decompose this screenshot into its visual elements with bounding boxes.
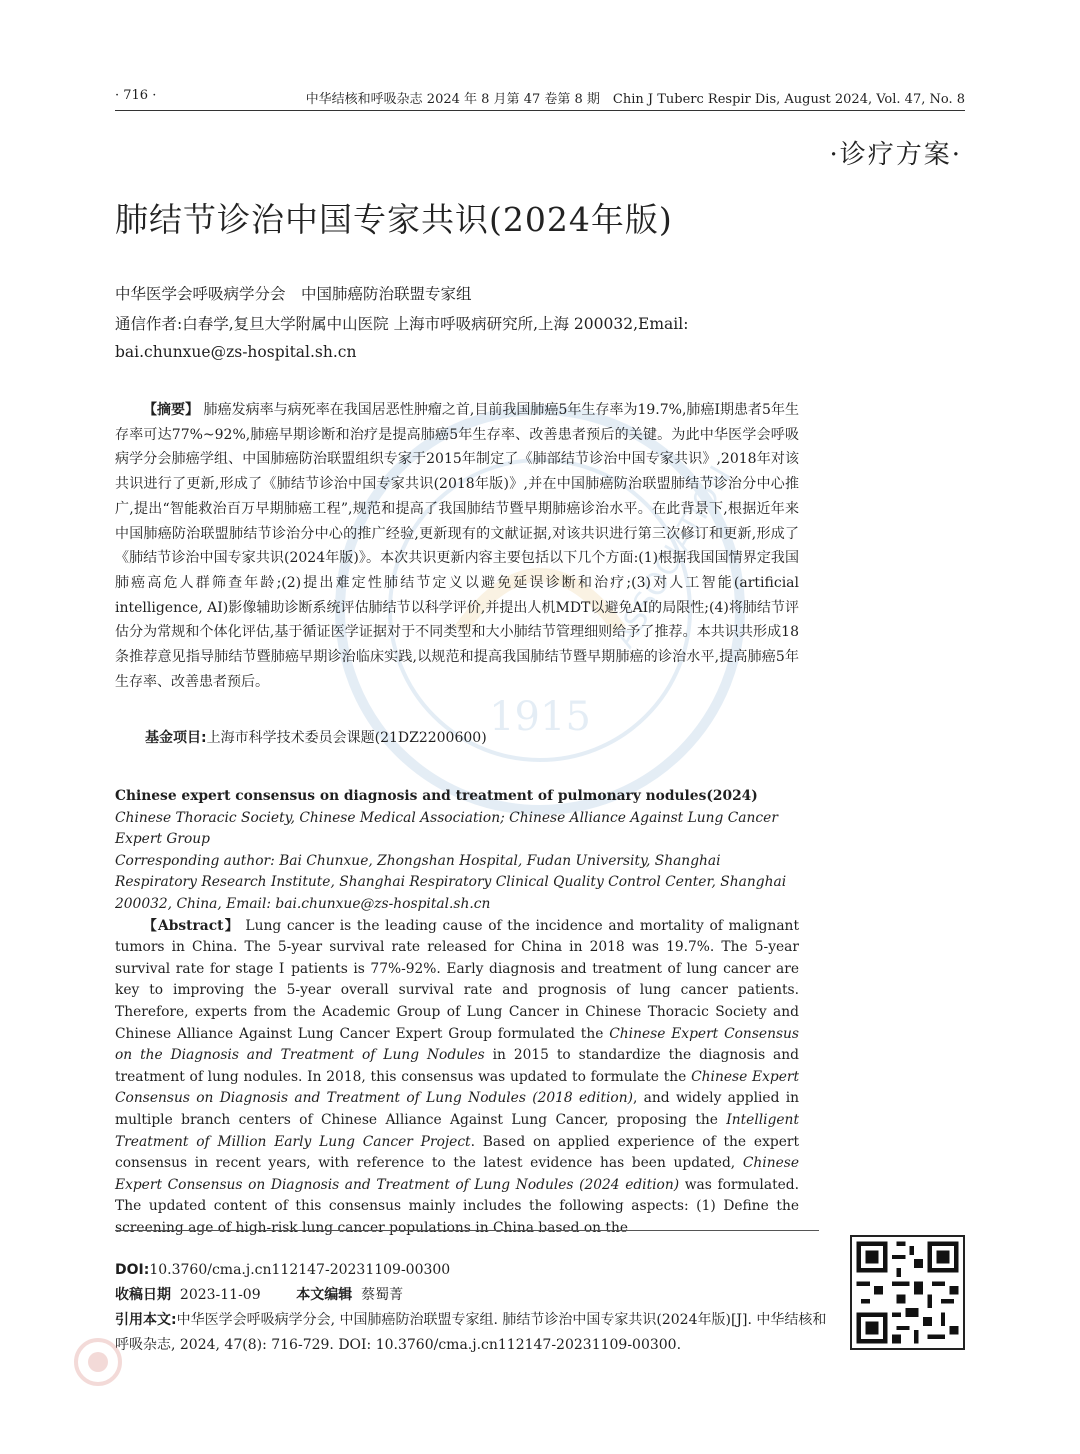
abstract-italic-title: Chinese Expert Consensus on Diagnosis and Treatment of Lung Nodules (2018 edition) xyxy=(115,1068,799,1107)
running-header xyxy=(115,88,965,111)
abstract-text-part: , and widely applied in multiple branch centers of Chinese Alliance Against Lung Cancer, proposing the xyxy=(115,1090,800,1128)
fund-label-cn: 基金项目: xyxy=(145,730,207,746)
abstract-label-cn: 【摘要】 xyxy=(143,402,200,418)
journal-citation-line: 中华结核和呼吸杂志 2024 年 8 月第 47 卷第 8 期 Chin J Tuberc Respir Dis, August 2024, Vol. 47, No. 8 xyxy=(305,92,965,107)
english-abstract-label: 【Abstract】 xyxy=(143,917,240,934)
received-date: 2023-11-09 xyxy=(179,1287,261,1303)
svg-text:1915: 1915 xyxy=(489,694,591,740)
received-label: 收稿日期 xyxy=(115,1287,171,1303)
abstract-text-part: in 2015 to standardize the diagnosis and treatment of lung nodules. In 2018, this consensus was updated to formulate the xyxy=(115,1047,799,1085)
citation-label: 引用本文: xyxy=(115,1312,177,1328)
abstract-cn xyxy=(115,398,799,694)
fund-text-cn: 上海市科学技术委员会课题(21DZ2200600) xyxy=(206,730,487,746)
svg-text:ASSOCIATION: ASSOCIATION xyxy=(606,460,739,654)
abstract-text-part: was formulated. The updated content of this consensus mainly includes the following aspects: (1) Define the screening age of high-risk lung cancer populations in China based on the xyxy=(115,1176,799,1236)
column-label: ·诊疗方案· xyxy=(829,140,962,170)
authors-cn: 中华医学会呼吸病学分会 中国肺癌防治联盟专家组 xyxy=(115,285,472,303)
english-abstract xyxy=(115,916,799,1240)
english-section xyxy=(115,786,799,1239)
abstract-italic-title: Chinese Expert Consensus on the Diagnosis and Treatment of Lung Nodules xyxy=(115,1025,799,1064)
doi-line xyxy=(115,1258,835,1283)
page-number: · 716 · xyxy=(115,88,157,103)
english-corresponding: Corresponding author: Bai Chunxue, Zhongshan Hospital, Fudan University, Shanghai Respiratory Research Institute, Shanghai Respiratory Clinical Quality Control Center, Shanghai 200032, China, Email: bai.chunxue@zs-hospital.sh.cn xyxy=(115,852,787,912)
publisher-logo xyxy=(72,1336,492,1388)
doi-label: DOI: xyxy=(115,1262,150,1278)
article-title: 肺结节诊治中国专家共识(2024年版) xyxy=(115,200,673,239)
editor-name: 蔡蜀菁 xyxy=(361,1287,404,1303)
abstract-text-cn: 肺癌发病率与病死率在我国居恶性肿瘤之首,目前我国肺癌5年生存率为19.7%,肺癌Ⅰ期患者5年生存率可达77%~92%,肺癌早期诊断和治疗是提高肺癌5年生存率、改善患者预后的关键。为此中华医学会呼吸病学分会肺癌学组、中国肺癌防治联盟组织专家于2015年制定了《肺部结节诊治中国专家共识》,2018年对该共识进行了更新,形成了《肺结节诊治中国专家共识(2018年版)》,并在中国肺癌防治联盟肺结节诊治分中心推广,提出“智能救治百万早期肺癌工程”,规范和提高了我国肺结节暨早期肺癌诊治水平。在此背景下,根据近年来中国肺癌防治联盟肺结节诊治分中心的推广经验,更新现有的文献证据,对该共识进行第三次修订和更新,形成了《肺结节诊治中国专家共识(2024年版)》。本次共识更新内容主要包括以下几个方面:(1)根据我国国情界定我国肺癌高危人群筛查年龄;(2)提出难定性肺结节定义以避免延误诊断和治疗;(3)对人工智能(artificial intelligence, AI)影像辅助诊断系统评估肺结节以科学评价,并提出人机MDT以避免AI的局限性;(4)将肺结节评估分为常规和个体化评估,基于循证医学证据对于不同类型和大小肺结节管理细则给予了推荐。本共识共形成18条推荐意见指导肺结节暨肺癌早期诊治临床实践,以规范和提高我国肺结节暨早期肺癌的诊治水平,提高肺癌5年生存率、改善患者预后。 xyxy=(115,402,800,690)
english-title: Chinese expert consensus on diagnosis and treatment of pulmonary nodules(2024) xyxy=(115,788,758,804)
corresponding-author-cn: 通信作者:白春学,复旦大学附属中山医院 上海市呼吸病研究所,上海 200032,Email: bai.chunxue@zs-hospital.sh.cn xyxy=(115,315,689,361)
abstract-italic-title: Intelligent Treatment of Million Early Lung Cancer Project xyxy=(115,1111,799,1150)
received-line xyxy=(115,1283,835,1308)
abstract-text-part: . Based on applied experience of the expert consensus in recent years, with reference to the latest evidence has been updated, xyxy=(115,1133,799,1172)
abstract-text-part: Lung cancer is the leading cause of the incidence and mortality of malignant tumors in China. The 5-year survival rate released for China in 2018 was 19.7%. The 5-year survival rate for stage Ⅰ patients is 77%-92%. Early diagnosis and treatment of lung cancer are key to improving the 5-year overall survival rate and prognosis of lung cancer patients. Therefore, experts from the Academic Group of Lung Cancer in Chinese Thoracic Society and Chinese Alliance Against Lung Cancer Expert Group formulated the xyxy=(115,917,799,1042)
doi-value[interactable]: 10.3760/cma.j.cn112147-20231109-00300 xyxy=(149,1262,451,1278)
english-authors: Chinese Thoracic Society, Chinese Medical Association; Chinese Alliance Against Lung Cancer Expert Group xyxy=(115,809,778,848)
citation-text: 中华医学会呼吸病学分会, 中国肺癌防治联盟专家组. 肺结节诊治中国专家共识(2024年版)[J]. 中华结核和呼吸杂志, 2024, 47(8): 716-729. DOI: 10.3760/cma.j.cn112147-20231109-00300. xyxy=(115,1312,827,1353)
fund-cn xyxy=(145,727,487,747)
qr-code-icon[interactable] xyxy=(850,1235,965,1350)
footer-divider xyxy=(115,1230,819,1231)
abstract-italic-title: Chinese Expert Consensus on Diagnosis and Treatment of Lung Nodules (2024 edition) xyxy=(115,1155,799,1193)
editor-label: 本文编辑 xyxy=(296,1287,353,1303)
